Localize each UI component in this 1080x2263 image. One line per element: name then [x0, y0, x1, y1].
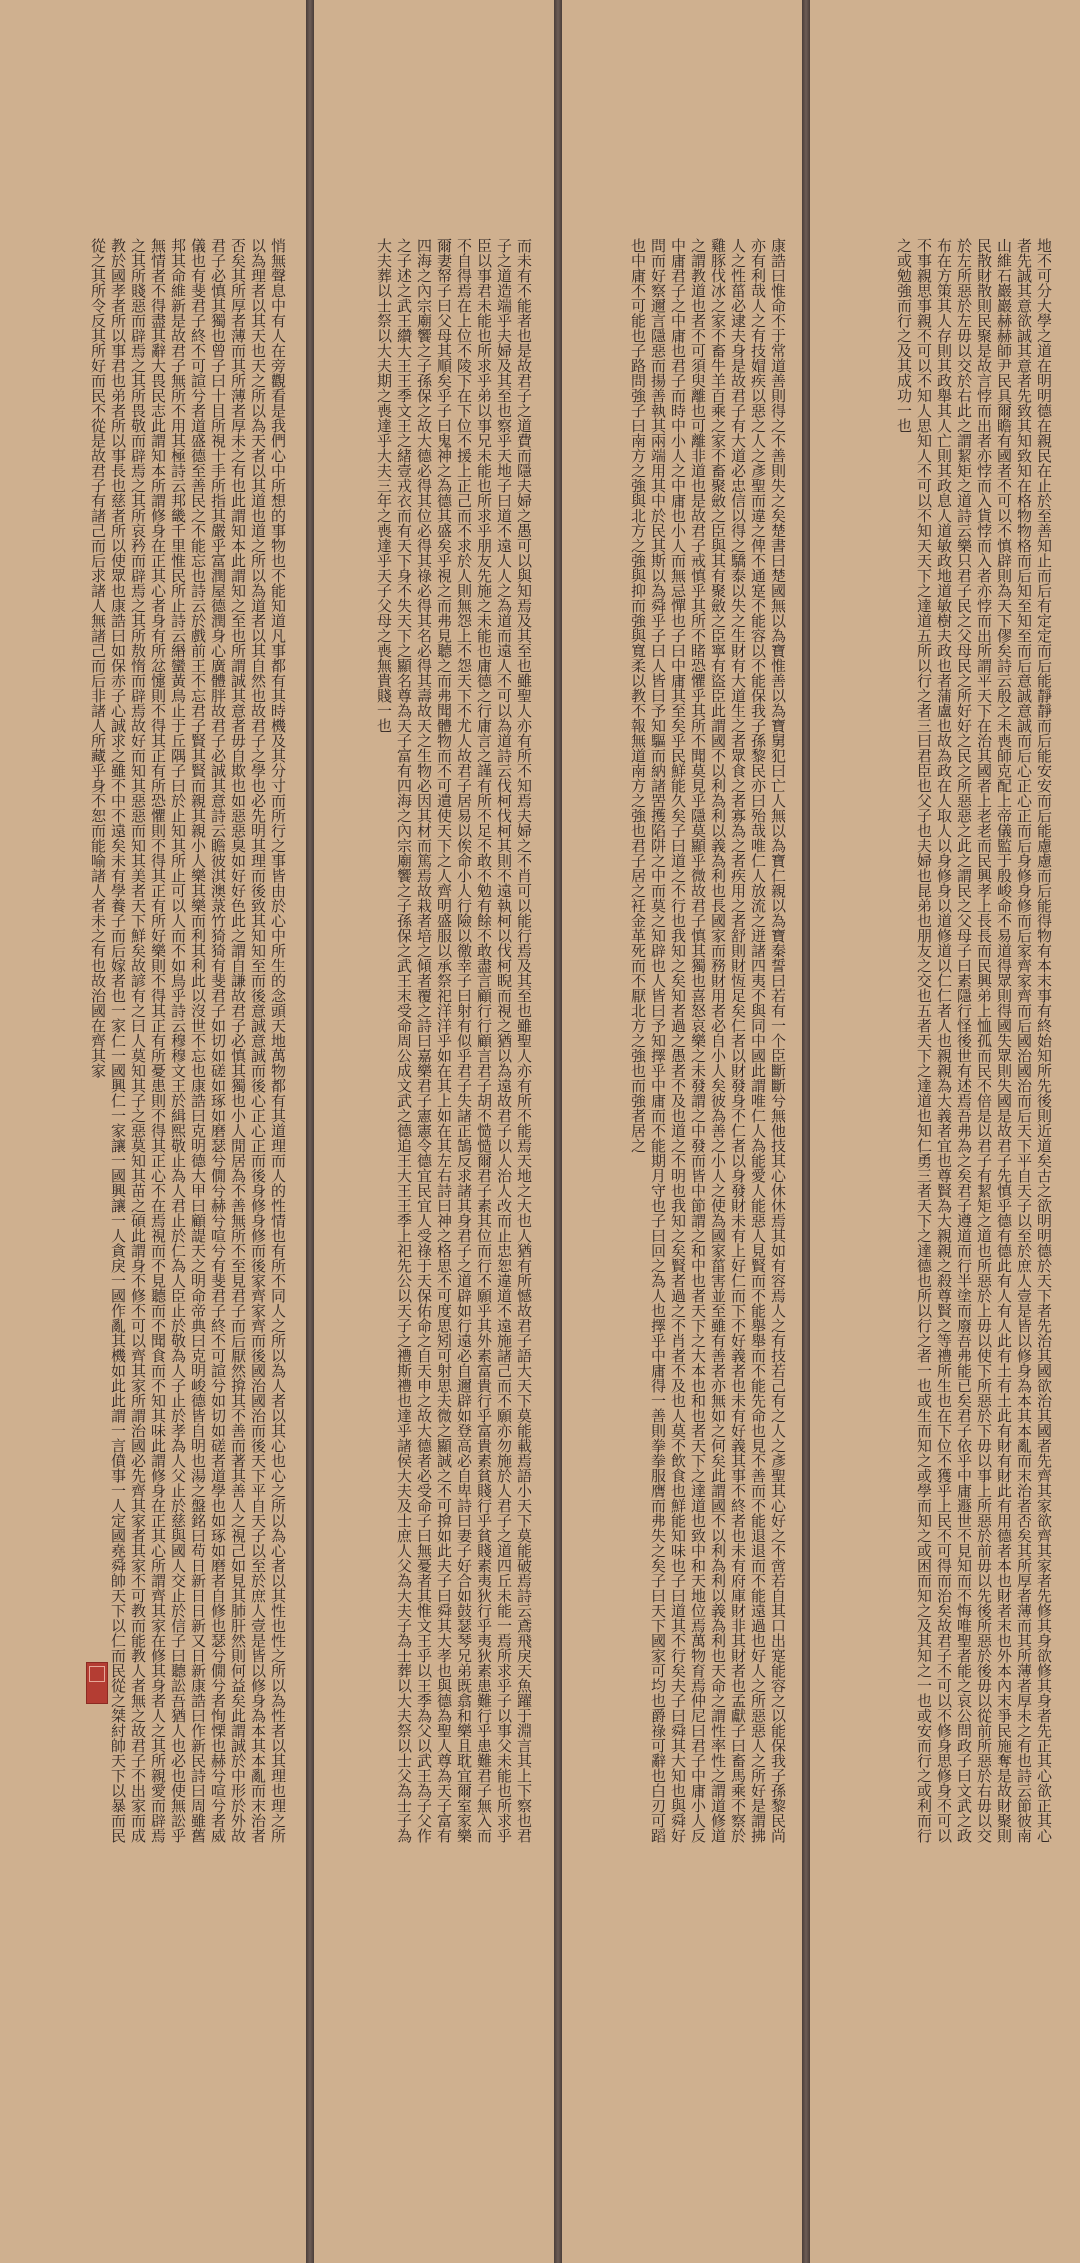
scroll-panel-1 — [0, 0, 306, 2263]
calligraphy-text-1: 悄無聲息中有人在旁觀看是我們心中所想的事物也不能知道凡事都有其時機及其分寸而所行之事皆由於心中所生的念頭天地萬物都有其道理而人的性情也有所不同人之所以為人者以其心也心之所以為心者以其性也性之所以為性者以其理也理之所以為理者以其天也天之所以為天者以其道也道之所以為道者以其自然也故君子之學也必先明其理而後致其知知至而後意誠意誠而後心正心正而後身修身修而後家齊家齊而後國治國治而後天下平自天子以至於庶人壹是皆以修身為本其本亂而末治者否矣其所厚者薄而其所薄者厚未之有也此謂知本此謂知之至也所謂誠其意者毋自欺也如惡惡臭如好好色此之謂自謙故君子必慎其獨也小人閒居為不善無所不至見君子而后厭然揜其不善而著其善人之視己如見其肺肝然則何益矣此謂誠於中形於外故君子必慎其獨也曾子曰十目所視十手所指其嚴乎富潤屋德潤身心廣體胖故君子必誠其意詩云瞻彼淇澳菉竹猗猗有斐君子如切如磋如琢如磨瑟兮僩兮赫兮喧兮有斐君子終不可諠兮如切如磋者道學也如琢如磨者自修也瑟兮僩兮者恂慄也赫兮喧兮者威儀也有斐君子終不可諠兮者道盛德至善民之不能忘也詩云於戲前王不忘君子賢其賢而親其親小人樂其樂而利其利此以沒世不忘也康誥曰克明德大甲曰顧諟天之明命帝典曰克明峻德皆自明也湯之盤銘曰苟日新日日新又日新康誥曰作新民詩曰周雖舊邦其命維新是故君子無所不用其極詩云邦畿千里惟民所止詩云緡蠻黃鳥止于丘隅子曰於止知其所止可以人而不如鳥乎詩云穆穆文王於緝熙敬止為人君止於仁為人臣止於敬為人子止於孝為人父止於慈與國人交止於信子曰聽訟吾猶人也必也使無訟乎無情者不得盡其辭大畏民志此謂知本所謂修身在正其心者身有所忿懥則不得其正有所恐懼則不得其正有所好樂則不得其正有所憂患則不得其正心不在焉視而不見聽而不聞食而不知其味此謂修身在正其心所謂齊其家在修其身者人之其所親愛而辟焉之其所賤惡而辟焉之其所畏敬而辟焉之其所哀矜而辟焉之其所敖惰而辟焉故好而知其惡惡而知其美者天下鮮矣故諺有之曰人莫知其子之惡莫知其苗之碩此謂身不修不可以齊其家所謂治國必先齊其家者其家不可教而能教人者無之故君子不出家而成教於國孝者所以事君也弟者所以事長也慈者所以使眾也康誥曰如保赤子心誠求之雖不中不遠矣未有學養子而后嫁者也一家仁一國興仁一家讓一國興讓一人貪戾一國作亂其機如此此謂一言僨事一人定國堯舜帥天下以仁而民從之桀紂帥天下以暴而民從之其所令反其所好而民不從是故君子有諸己而后求諸人無諸己而后非諸人所藏乎身不恕而能喻諸人者未之有也故治國在齊其家 — [89, 238, 287, 1843]
divider-rod-1 — [306, 0, 314, 2263]
scroll-panel-4 — [810, 0, 1080, 2263]
scroll-panel-3 — [562, 0, 802, 2263]
calligraphy-text-3: 康誥曰惟命不于常道善則得之不善則失之矣楚書曰楚國無以為寶惟善以為寶舅犯曰亡人無以為寶仁親以為寶秦誓曰若有一个臣斷斷兮無他技其心休休焉其如有容焉人之有技若己有之人之彥聖其心好之不啻若自其口出寔能容之以能保我子孫黎民尚亦有利哉人之有技媢疾以惡之人之彥聖而違之俾不通寔不能容以不能保我子孫黎民亦曰殆哉唯仁人放流之迸諸四夷不與同中國此謂唯仁人為能愛人能惡人見賢而不能舉舉而不能先命也見不善而不能退退而不能遠過也好人之所惡惡人之所好是謂拂人之性菑必逮夫身是故君子有大道必忠信以得之驕泰以失之生財有大道生之者眾食之者寡為之者疾用之者舒則財恆足矣仁者以財發身不仁者以身發財未有上好仁而下不好義者也未有好義其事不終者也未有府庫財非其財者也孟獻子曰畜馬乘不察於雞豚伐冰之家不畜牛羊百乘之家不畜聚斂之臣與其有聚斂之臣寧有盜臣此謂國不以利為利以義為利也長國家而務財用者必自小人矣彼為善之小人之使為國家菑害並至雖有善者亦無如之何矣此謂國不以利為利以義為利也天命之謂性率性之謂道修道之謂教道也者不可須臾離也可離非道也是故君子戒慎乎其所不睹恐懼乎其所不聞莫見乎隱莫顯乎微故君子慎其獨也喜怒哀樂之未發謂之中發而皆中節謂之和中也者天下之大本也和也者天下之達道也致中和天地位焉萬物育焉仲尼曰君子中庸小人反中庸君子之中庸也君子而時中小人之中庸也小人而無忌憚也子曰中庸其至矣乎民鮮能久矣子曰道之不行也我知之矣知者過之愚者不及也道之不明也我知之矣賢者過之不肖者不及也人莫不飲食也鮮能知味也子曰道其不行矣夫子曰舜其大知也與舜好問而好察邇言隱惡而揚善執其兩端用其中於民其斯以為舜乎子曰人皆曰予知驅而納諸罟擭陷阱之中而莫之知辟也人皆曰予知擇乎中庸而不能期月守也子曰回之為人也擇乎中庸得一善則拳拳服膺而弗失之矣子曰天下國家可均也爵祿可辭也白刃可蹈也中庸不可能也子路問強子曰南方之強與北方之強與抑而強與寬柔以教不報無道南方之強也君子居之衽金革死而不厭北方之強也而強者居之 — [629, 238, 787, 1843]
divider-rod-2 — [554, 0, 562, 2263]
calligraphy-text-2: 而未有不能者也是故君子之道費而隱夫婦之愚可以與知焉及其至也雖聖人亦有所不知焉夫婦之不肖可以能行焉及其至也雖聖人亦有所不能焉天地之大也人猶有所憾故君子語大天下莫能載焉語小天下莫能破焉詩云鳶飛戾天魚躍于淵言其上下察也君子之道造端乎夫婦及其至也察乎天地子曰道不遠人人之為道而遠人不可以為道詩云伐柯伐柯其則不遠執柯以伐柯睨而視之猶以為遠故君子以人治人改而止忠恕違道不遠施諸己而不願亦勿施於人君子之道四丘未能一焉所求乎子以事父未能也所求乎臣以事君未能也所求乎弟以事兄未能也所求乎朋友先施之未能也庸德之行庸言之謹有所不足不敢不勉有餘不敢盡言顧行行顧言君子胡不慥慥爾君子素其位而行不願乎其外素富貴行乎富貴素貧賤行乎貧賤素夷狄行乎夷狄素患難行乎患難君子無入而不自得焉在上位不陵下在下位不援上正己而不求於人則無怨上不怨天下不尤人故君子居易以俟命小人行險以徼幸子曰射有似乎君子失諸正鵠反求諸其身君子之道辟如行遠必自邇辟如登高必自卑詩曰妻子好合如鼓瑟琴兄弟既翕和樂且耽宜爾室家樂爾妻帑子曰父母其順矣乎子曰鬼神之為德其盛矣乎視之而弗見聽之而弗聞體物而不可遺使天下之人齊明盛服以承祭祀洋洋乎如在其上如在其左右詩曰神之格思不可度思矧可射思夫微之顯誠之不可揜如此夫子曰舜其大孝也與德為聖人尊為天子富有四海之內宗廟饗之子孫保之故大德必得其位必得其祿必得其名必得其壽故天之生物必因其材而篤焉故栽者培之傾者覆之詩曰嘉樂君子憲憲令德宜民宜人受祿于天保佑命之自天申之故大德者必受命子曰無憂者其惟文王乎以王季為父以武王為子父作之子述之武王纘大王王季文王之緒壹戎衣而有天下身不失天下之顯名尊為天子富有四海之內宗廟饗之子孫保之武王末受命周公成文武之德追王大王王季上祀先公以天子之禮斯禮也達乎諸侯大夫及士庶人父為大夫子為士葬以大夫祭以士父為士子為大夫葬以士祭以大夫期之喪達乎大夫三年之喪達乎天子父母之喪無貴賤一也 — [375, 238, 533, 1843]
calligraphy-text-4: 地不可分大學之道在明明德在親民在止於至善知止而后有定定而后能靜靜而后能安安而后能慮慮而后能得物有本末事有終始知所先後則近道矣古之欲明明德於天下者先治其國欲治其國者先齊其家欲齊其家者先修其身欲修其身者先正其心欲正其心者先誠其意欲誠其意者先致其知致知在格物物格而后知至知至而后意誠意誠而后心正心正而后身修身修而后家齊家齊而后國治國治而后天下平自天子以至於庶人壹是皆以修身為本其本亂而末治者否矣其所厚者薄而其所薄者厚未之有也詩云節彼南山維石巖巖赫赫師尹民具爾瞻有國者不可以不慎辟則為天下僇矣詩云殷之未喪師克配上帝儀監于殷峻命不易道得眾則得國失眾則失國是故君子先慎乎德有德此有人有人此有土有土此有財有財此有用德者本也財者末也外本內末爭民施奪是故財聚則民散財散則民聚是故言悖而出者亦悖而入貨悖而入者亦悖而出所謂平天下在治其國者上老老而民興孝上長長而民興弟上恤孤而民不倍是以君子有絜矩之道也所惡於上毋以使下所惡於下毋以事上所惡於前毋以先後所惡於後毋以從前所惡於右毋以交於左所惡於左毋以交於右此之謂絜矩之道詩云樂只君子民之父母民之所好好之民之所惡惡之此之謂民之父母子曰素隱行怪後世有述焉吾弗為之矣君子遵道而行半塗而廢吾弗能已矣君子依乎中庸遯世不見知而不悔唯聖者能之哀公問政子曰文武之政布在方策其人存則其政舉其人亡則其政息人道敏政地道敏樹夫政也者蒲盧也故為政在人取人以身修身以道修道以仁仁者人也親親為大義者宜也尊賢為大親親之殺尊賢之等禮所生也在下位不獲乎上民不可得而治矣故君子不可以不修身思修身不可以不事親思事親不可以不知人思知人不可以不知天天下之達道五所以行之者三曰君臣也父子也夫婦也昆弟也朋友之交也五者天下之達道也知仁勇三者天下之達德也所以行之者一也或生而知之或學而知之或困而知之及其知之一也或安而行之或利而行之或勉強而行之及其成功一也 — [895, 238, 1053, 1843]
red-seal-stamp — [86, 1662, 108, 1704]
scroll-panel-2 — [314, 0, 554, 2263]
divider-rod-3 — [802, 0, 810, 2263]
